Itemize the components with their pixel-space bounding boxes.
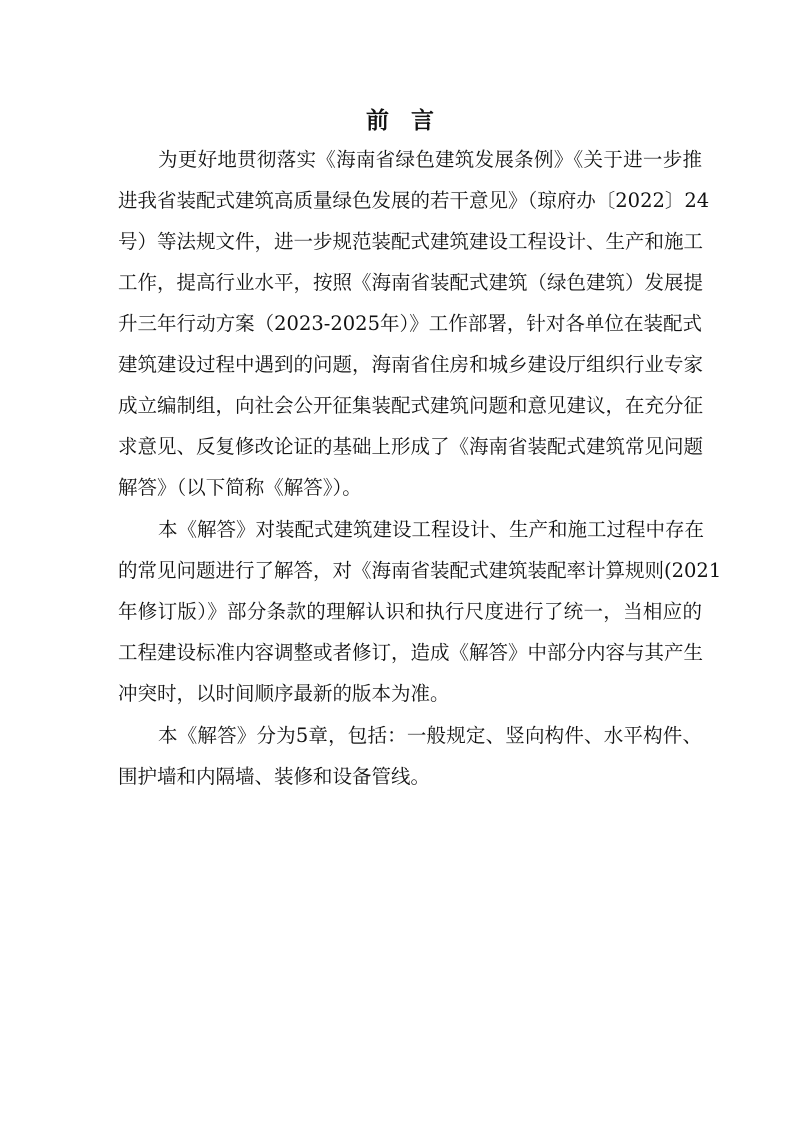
paragraph-purpose xyxy=(118,139,710,508)
text-line: 本《解答》对装配式建筑建设工程设计、生产和施工过程中存在 xyxy=(158,518,705,541)
text-line: 为更好地贯彻落实《海南省绿色建筑发展条例》《关于进一步推 xyxy=(158,148,702,171)
text-line: 建筑建设过程中遇到的问题，海南省住房和城乡建设厅组织行业专家 xyxy=(118,353,704,376)
text-line: 年修订版）》部分条款的理解认识和执行尺度进行了统一，当相应的 xyxy=(118,600,702,623)
page-title: 前言 xyxy=(366,107,456,134)
paragraph-scope xyxy=(118,509,722,714)
text-line: 工程建设标准内容调整或者修订，造成《解答》中部分内容与其产生 xyxy=(118,641,704,664)
text-line: 围护墙和内隔墙、装修和设备管线。 xyxy=(118,765,431,788)
text-line: 进我省装配式建筑高质量绿色发展的若干意见》（琼府办〔2022〕24 xyxy=(118,189,710,212)
text-line: 成立编制组，向社会公开征集装配式建筑问题和意见建议，在充分征 xyxy=(118,394,704,417)
text-line: 冲突时，以时间顺序最新的版本为准。 xyxy=(118,682,450,705)
paragraph-chapters xyxy=(118,715,702,797)
text-line: 号）等法规文件，进一步规范装配式建筑建设工程设计、生产和施工 xyxy=(118,230,704,253)
text-line: 的常见问题进行了解答，对《海南省装配式建筑装配率计算规则(2021 xyxy=(118,559,722,582)
text-line: 解答》（以下简称《解答》）。 xyxy=(118,476,362,499)
text-line: 工作，提高行业水平，按照《海南省装配式建筑（绿色建筑）发展提 xyxy=(118,271,704,294)
text-line: 求意见、反复修改论证的基础上形成了《海南省装配式建筑常见问题 xyxy=(118,435,704,458)
text-line: 升三年行动方案（2023-2025年）》工作部署，针对各单位在装配式 xyxy=(118,312,702,335)
text-line: 本《解答》分为5章，包括：一般规定、竖向构件、水平构件、 xyxy=(158,724,702,747)
